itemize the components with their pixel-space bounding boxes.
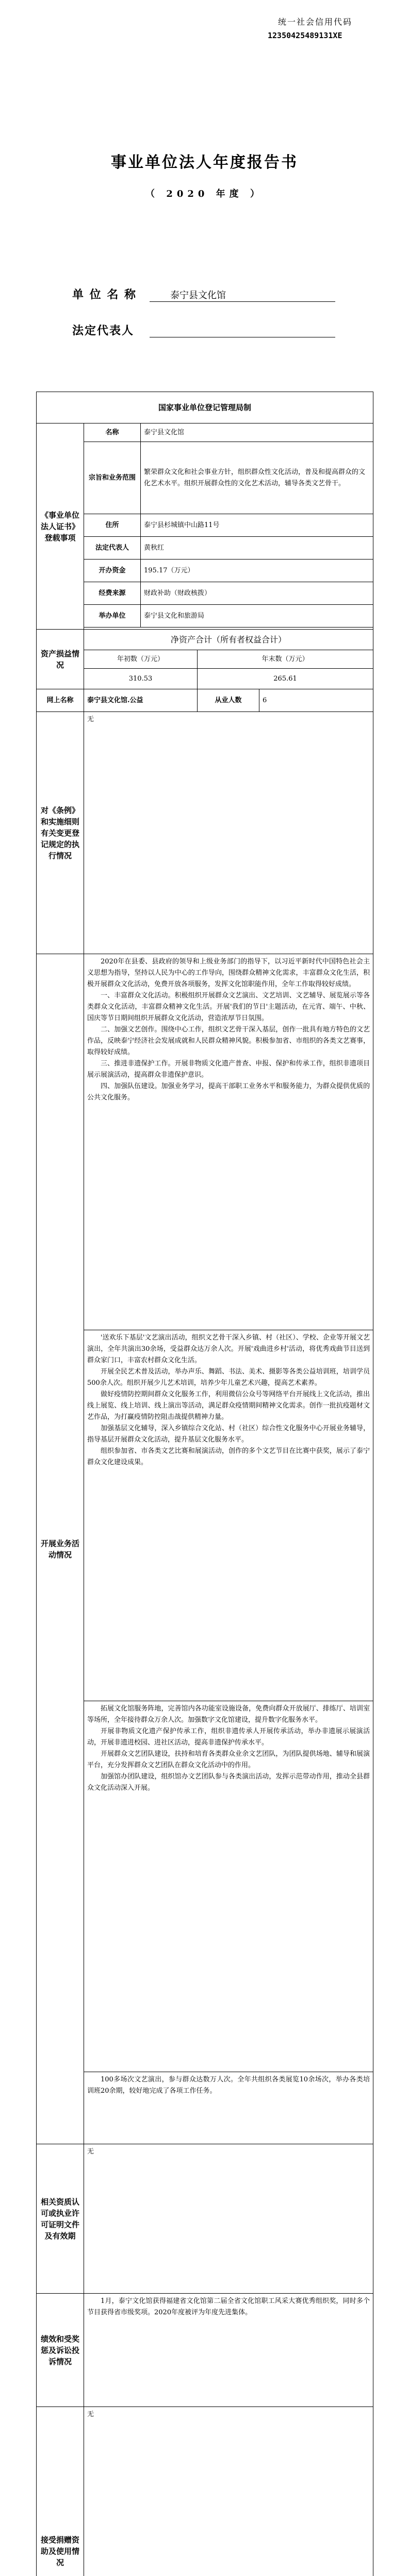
purpose-value: 繁荣群众文化和社会事业方针，组织群众性文化活动，普及和提高群众的文化艺术水平。组织开展群众性的文化艺术活动，辅导各类文艺骨干。: [141, 442, 373, 514]
credit-code-label: 统一社会信用代码: [277, 17, 352, 27]
activities-p1: 2020年在县委、县政府的领导和上级业务部门的指导下，以习近平新时代中国特色社会主义思想为指导，坚持以人民为中心的工作导向，围绕群众精神文化需求，丰富群众文化生活，积极开展群众文化活动，免费开放各项服务，发挥文化馆职能作用，全年工作取得较好成绩。: [87, 958, 370, 988]
assets-header: 净资产合计（所有者权益合计）: [84, 630, 373, 650]
purpose-label: 宗旨和业务范围: [84, 442, 141, 514]
activities-block-4: [84, 2072, 373, 2144]
assets-end-label: 年末数（万元）: [198, 650, 373, 669]
unit-name-label: 单 位 名 称: [72, 288, 137, 301]
website-label: 网上名称: [37, 689, 84, 712]
activities2-p5: 组织参加省、市各类文艺比赛和展演活动，创作的多个文艺节目在比赛中获奖，展示了泰宁群众文化建设成果。: [87, 1447, 370, 1466]
unit-name-value: 泰宁县文化馆: [150, 288, 335, 302]
evaluation-label: 接受捐赠资助及使用情况: [37, 2407, 84, 2576]
licenses-value: 无: [84, 2144, 373, 2294]
assets-begin-value: 310.53: [84, 669, 198, 689]
activities2-p2: 开展全民艺术普及活动，举办声乐、舞蹈、书法、美术、摄影等各类公益培训班，培训学员500余人次。组织开展少儿艺术培训，培养少年儿童艺术兴趣，提高艺术素养。: [87, 1368, 370, 1387]
activities-p2: 一、丰富群众文化活动。积极组织开展群众文艺演出、文艺培训、文艺辅导、展览展示等各类群众文化活动，丰富群众精神文化生活。开展'我们的节日'主题活动，在元宵、端午、中秋、国庆等节日期间组织开展群众文化活动，营造浓厚节日氛围。: [87, 992, 370, 1022]
cover-legal-rep: [72, 322, 340, 338]
cover-unit-name: [72, 286, 340, 302]
assets-end-value: 265.61: [198, 669, 373, 689]
honors-value: 1月，泰宁文化馆获得福建省文化馆第二届全省文化馆职工风采大赛优秀组织奖，同时多个节目获得省市级奖项。2020年度被评为年度先进集体。: [84, 2294, 373, 2407]
source-label: 经费来源: [84, 582, 141, 605]
name-label: 名称: [84, 423, 141, 442]
funds-value: 195.17（万元）: [141, 560, 373, 582]
authority-value: 泰宁县文化和旅游局: [141, 605, 373, 628]
staff-value: 6: [259, 689, 373, 712]
activities2-p3: 做好疫情防控期间群众文化服务工作，利用微信公众号等网络平台开展线上文化活动，推出线上展览、线上培训、线上演出等活动，满足群众疫情期间精神文化需求。创作一批抗疫题材文艺作品，为打赢疫情防控阻击战提供精神力量。: [87, 1391, 370, 1421]
evaluation-value: 无: [84, 2407, 373, 2576]
report-title: 事业单位法人年度报告书: [111, 154, 298, 172]
name-value: 泰宁县文化馆: [141, 423, 373, 442]
basic-section-label: 《事业单位法人证书》登载事项: [37, 423, 84, 630]
activities2-p4: 加强基层文化辅导，深入乡镇综合文化站、村（社区）综合性文化服务中心开展业务辅导，指导基层开展群众文化活动，提升基层文化服务水平。: [87, 1425, 370, 1444]
activities3-p4: 加强馆办团队建设，组织馆办文艺团队参与各类演出活动，发挥示范带动作用，推动全县群众文化活动深入开展。: [87, 1773, 370, 1792]
activities-label: 开展业务活动情况: [37, 954, 84, 2144]
activities-block-2: [84, 1330, 373, 1701]
source-value: 财政补助（财政核拨）: [141, 582, 373, 605]
legal-rep-value: [150, 326, 335, 337]
activities3-p1: 拓展文化馆服务阵地，完善馆内各功能室设施设备，免费向群众开放展厅、排练厅、培训室等场所，全年接待群众万余人次。加强数字文化馆建设，提升数字化服务水平。: [87, 1705, 370, 1724]
credit-code-value: 12350425489131XE: [267, 31, 342, 40]
activities-p3: 二、加强文艺创作。围绕中心工作，组织文艺骨干深入基层，创作一批具有地方特色的文艺作品，反映泰宁经济社会发展成就和人民群众精神风貌。积极参加省、市组织的各类文艺赛事，取得较好成绩。: [87, 1026, 370, 1056]
address-value: 泰宁县杉城镇中山路11号: [141, 514, 373, 537]
activities-block-1: [84, 954, 373, 1330]
authority-label: 举办单位: [84, 605, 141, 628]
credit-code-block: [268, 15, 352, 42]
legal-value: 黄秋红: [141, 537, 373, 560]
activities3-p2: 开展非物质文化遗产保护传承工作，组织非遗传承人开展传承活动，举办非遗展示展演活动，开展非遗进校园、进社区活动，提高非遗保护传承水平。: [87, 1727, 370, 1747]
legal-rep-label: 法定代表人: [72, 324, 135, 337]
funds-label: 开办资金: [84, 560, 141, 582]
honors-label: 绩效和受奖惩及诉讼投诉情况: [37, 2294, 84, 2407]
activities4-p1: 100多场次文艺演出，参与群众达数万人次。全年共组织各类展览10余场次，举办各类培训班20余期，较好地完成了各项工作任务。: [87, 2076, 370, 2095]
assets-section-label: 资产损益情况: [37, 630, 84, 689]
change-value: 无: [84, 712, 373, 954]
assets-begin-label: 年初数（万元）: [84, 650, 198, 669]
report-year: （ 2020 年度 ）: [145, 189, 264, 199]
table-heading: 国家事业单位登记管理局制: [37, 392, 373, 423]
report-table: [36, 392, 373, 2576]
activities3-p3: 开展群众文艺团队建设，扶持和培育各类群众业余文艺团队，为团队提供场地、辅导和展演平台，充分发挥群众文艺团队在群众文化活动中的作用。: [87, 1750, 370, 1769]
licenses-label: 相关资质认可或执业许可证明文件及有效期: [37, 2144, 84, 2294]
address-label: 住所: [84, 514, 141, 537]
website-value: 泰宁县文化馆.公益: [84, 689, 198, 712]
change-label: 对《条例》和实施细则有关变更登记规定的执行情况: [37, 712, 84, 954]
activities-block-3: [84, 1701, 373, 2072]
activities-p4: 三、推进非遗保护工作。开展非物质文化遗产普查、申报、保护和传承工作，组织非遗项目展示展演活动，提高群众非遗保护意识。: [87, 1060, 370, 1079]
activities-p5: 四、加强队伍建设。加强业务学习，提高干部职工业务水平和服务能力，为群众提供优质的公共文化服务。: [87, 1082, 370, 1101]
legal-label: 法定代表人: [84, 537, 141, 560]
activities2-p1: '送欢乐下基层'文艺演出活动，组织文艺骨干深入乡镇、村（社区）、学校、企业等开展文艺演出，全年共演出30余场，受益群众达万余人次。开展'戏曲进乡村'活动，将优秀戏曲节目送到群众家门口，丰富农村群众文化生活。: [87, 1334, 370, 1364]
staff-label: 从业人数: [198, 689, 259, 712]
